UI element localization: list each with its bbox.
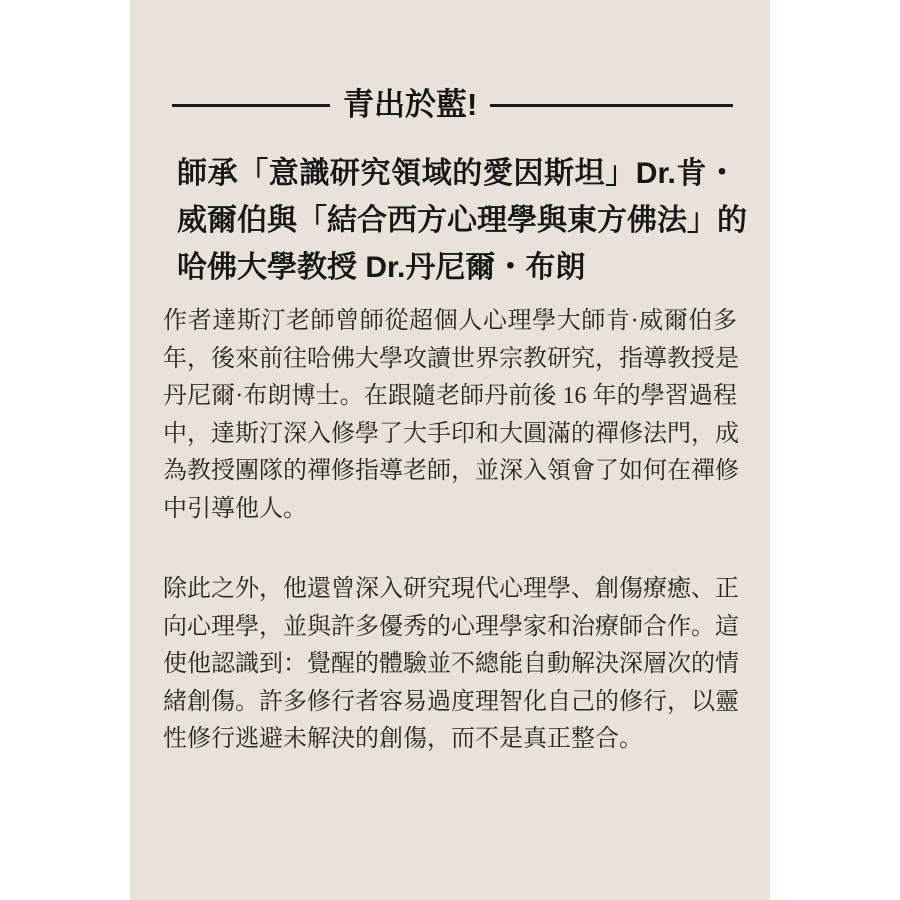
section-title-row xyxy=(172,0,733,122)
body-paragraph-1 xyxy=(163,303,737,528)
subtitle-line: 哈佛大學教授 Dr.丹尼爾・布朗 xyxy=(177,251,586,284)
body-line: 緒創傷。許多修行者容易過度理智化自己的修行，以靈 xyxy=(163,688,739,715)
subtitle-block xyxy=(163,150,747,291)
body-line: 除此之外，他還曾深入研究現代心理學、創傷療癒、正 xyxy=(163,576,739,602)
body-line: 作者達斯汀老師曾師從超個人心理學大師肯·威爾伯多 xyxy=(163,308,737,334)
subtitle-line: 師承「意識研究領域的愛因斯坦」Dr.肯・ xyxy=(177,157,737,190)
body-line: 中，達斯汀深入修學了大手印和大圓滿的禪修法門，成 xyxy=(163,420,739,447)
body-line: 使他認識到：覺醒的體驗並不總能自動解決深層次的情 xyxy=(163,651,739,677)
body-line: 性修行逃避未解決的創傷，而不是真正整合。 xyxy=(163,726,643,752)
page-title: 青出於藍! xyxy=(343,87,478,122)
title-rule-left xyxy=(172,104,330,107)
subtitle-line: 威爾伯與「結合西方心理學與東方佛法」的 xyxy=(177,204,747,237)
title-rule-right xyxy=(490,104,733,107)
body-line: 年，後來前往哈佛大學攻讀世界宗教研究，指導教授是 xyxy=(163,345,739,372)
body-line: 為教授團隊的禪修指導老師，並深入領會了如何在禪修 xyxy=(163,458,739,484)
content-panel xyxy=(130,0,770,900)
body-line: 丹尼爾·布朗博士。在跟隨老師丹前後 16 年的學習過程 xyxy=(163,383,737,409)
body-line: 向心理學，並與許多優秀的心理學家和治療師合作。這 xyxy=(163,613,739,640)
body-paragraph-2 xyxy=(163,571,737,759)
body-line: 中引導他人。 xyxy=(163,495,307,522)
